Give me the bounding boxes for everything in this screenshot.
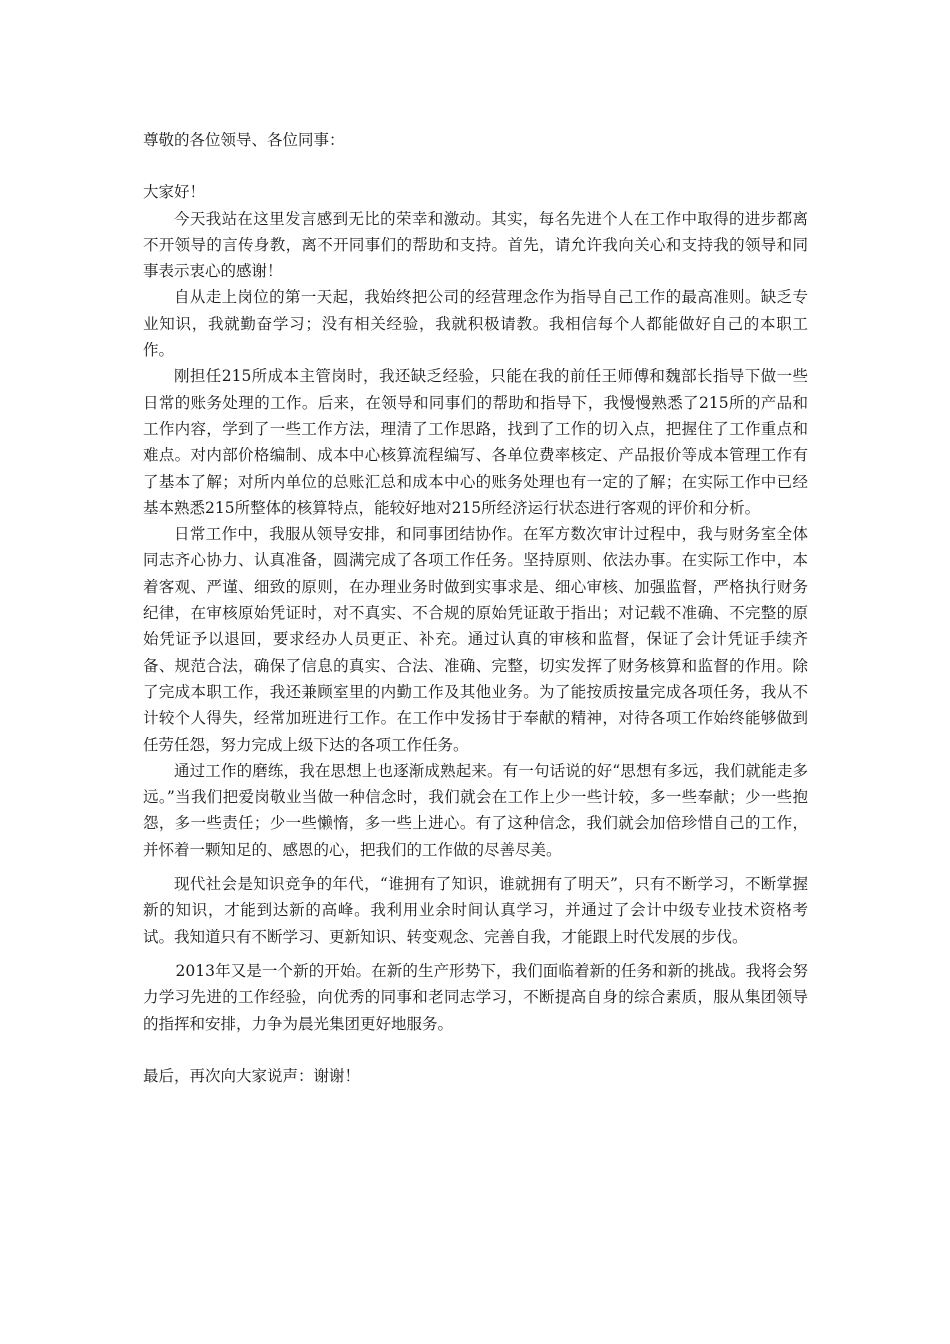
paragraph-5: 通过工作的磨练，我在思想上也逐渐成熟起来。有一句话说的好“思想有多远，我们就能走多远。”当我们把爱岗敬业当做一种信念时，我们就会在工作上少一些计较，多一些奉献；少一些抱怨，多一些责任；少一些懒惰，多一些上进心。有了这种信念，我们就会加倍珍惜自己的工作，并怀着一颗知足的、感恩的心，把我们的工作做的尽善尽美。 — [143, 761, 808, 859]
paragraph-3: 刚担任215所成本主管岗时，我还缺乏经验，只能在我的前任王师傅和魏部长指导下做一些日常的账务处理的工作。后来，在领导和同事们的帮助和指导下，我慢慢熟悉了215所的产品和工作内容，学到了一些工作方法，理清了工作思路，找到了工作的切入点，把握住了工作重点和难点。对内部价格编制、成本中心核算流程编写、各单位费率核定、产品报价等成本管理工作有了基本了解；对所内单位的总账汇总和成本中心的账务处理也有一定的了解；在实际工作中已经基本熟悉215所整体的核算特点，能较好地对215所经济运行状态进行客观的评价和分析。 — [143, 367, 808, 517]
paragraph-4: 日常工作中，我服从领导安排，和同事团结协作。在军方数次审计过程中，我与财务室全体同志齐心协力、认真准备，圆满完成了各项工作任务。坚持原则、依法办事。在实际工作中，本着客观、严谨、细致的原则，在办理业务时做到实事求是、细心审核、加强监督，严格执行财务纪律，在审核原始凭证时，对不真实、不合规的原始凭证敢于指出；对记载不准确、不完整的原始凭证予以退回，要求经办人员更正、补充。通过认真的审核和监督，保证了会计凭证手续齐备、规范合法，确保了信息的真实、合法、准确、完整，切实发挥了财务核算和监督的作用。除了完成本职工作，我还兼顾室里的内勤工作及其他业务。为了能按质按量完成各项任务，我从不计较个人得失，经常加班进行工作。在工作中发扬甘于奉献的精神，对待各项工作始终能够做到任劳任怨，努力完成上级下达的各项工作任务。 — [143, 525, 808, 754]
paragraph-6: 现代社会是知识竞争的年代，“谁拥有了知识，谁就拥有了明天”，只有不断学习，不断掌握新的知识，才能到达新的高峰。我利用业余时间认真学习，并通过了会计中级专业技术资格考试。我知道只有不断学习、更新知识、转变观念、完善自我，才能跟上时代发展的步伐。 — [143, 875, 808, 946]
paragraph-1: 今天我站在这里发言感到无比的荣幸和激动。其实，每名先进个人在工作中取得的进步都离不开领导的言传身教，离不开同事们的帮助和支持。首先，请允许我向关心和支持我的领导和同事表示衷心的感谢！ — [143, 209, 808, 281]
paragraph-2: 自从走上岗位的第一天起，我始终把公司的经营理念作为指导自己工作的最高准则。缺乏专业知识，我就勤奋学习；没有相关经验，我就积极请教。我相信每个人都能做好自己的本职工作。 — [143, 288, 808, 360]
paragraph-7: 2013年又是一个新的开始。在新的生产形势下，我们面临着新的任务和新的挑战。我将会努力学习先进的工作经验，向优秀的同事和老同志学习，不断提高自身的综合素质，服从集团领导的指挥和安排，力争为晨光集团更好地服务。 — [143, 961, 808, 1033]
salutation: 尊敬的各位领导、各位同事： — [143, 131, 345, 149]
speech-text — [143, 127, 808, 1089]
greeting: 大家好！ — [143, 183, 206, 202]
closing: 最后，再次向大家说声：谢谢！ — [143, 1066, 361, 1085]
